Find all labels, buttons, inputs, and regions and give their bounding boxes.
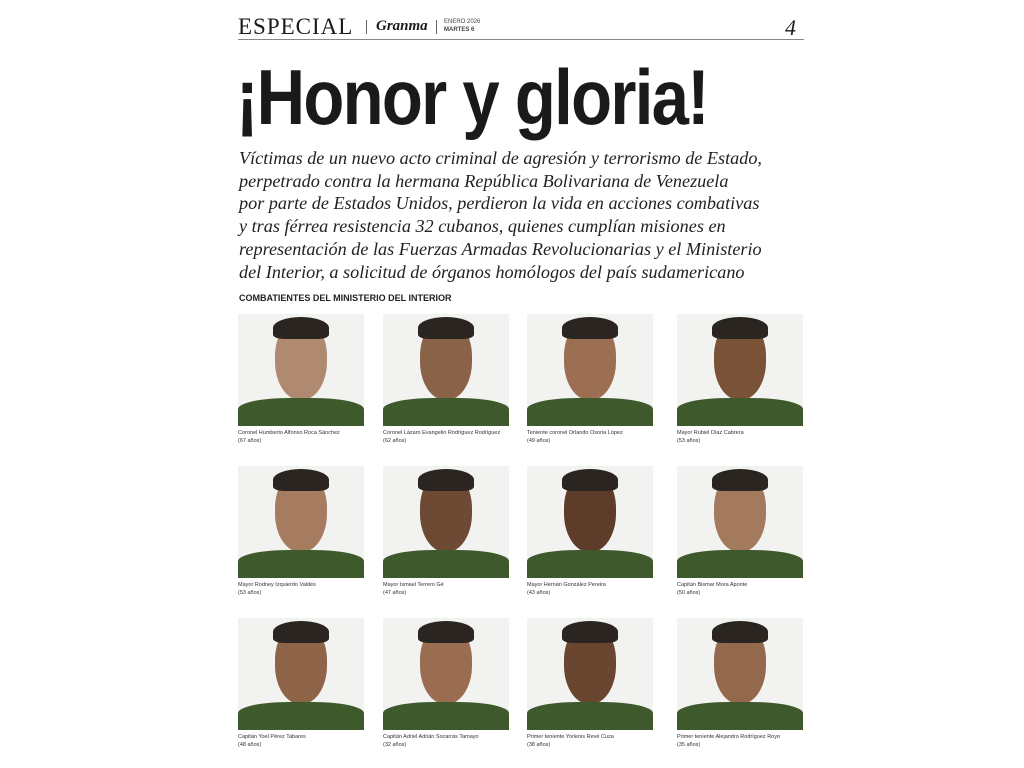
divider [366, 20, 367, 34]
combatant-card [677, 466, 803, 597]
combatant-age: (49 años) [527, 438, 551, 444]
combatant-card [238, 466, 364, 597]
lead-line: y tras férrea resistencia 32 cubanos, quienes cumplían misiones en [239, 216, 726, 237]
combatant-card [238, 618, 364, 749]
combatant-age: (47 años) [383, 590, 407, 596]
combatant-age: (53 años) [677, 438, 701, 444]
lead-line: del Interior, a solicitud de órganos homólogos del país sudamericano [239, 261, 745, 282]
lead-line: representación de las Fuerzas Armadas Revolucionarias y el Ministerio [239, 238, 762, 259]
combatant-age: (43 años) [527, 590, 551, 596]
combatant-card [677, 618, 803, 749]
lead-line: Víctimas de un nuevo acto criminal de agresión y terrorismo de Estado, [239, 148, 762, 168]
combatant-card [677, 314, 803, 445]
portrait-photo [527, 618, 653, 730]
portrait-photo [383, 618, 509, 730]
portrait-photo [677, 314, 803, 426]
combatant-name: Coronel Lázaro Evangelio Rodríguez Rodríguez [383, 430, 501, 436]
combatant-age: (62 años) [383, 438, 407, 444]
combatant-name: Mayor Rodney Izquierdo Valdés [238, 582, 316, 588]
combatant-name: Capitán Yoel Pérez Tabares [238, 734, 306, 740]
portrait-photo [383, 314, 509, 426]
combatant-age: (35 años) [677, 742, 701, 748]
lead-line: por parte de Estados Unidos, perdieron la vida en acciones combativas [239, 193, 760, 214]
portrait-photo [238, 314, 364, 426]
portrait-photo [527, 314, 653, 426]
lead-paragraph [239, 147, 819, 283]
issue-date [444, 18, 480, 34]
combatant-age: (38 años) [527, 742, 551, 748]
headline: ¡Honor y gloria! [236, 53, 708, 141]
newspaper-logo: Granma [376, 18, 428, 34]
combatant-age: (67 años) [238, 438, 262, 444]
combatant-name: Capitán Adriel Adrián Socarrás Tamayo [383, 734, 479, 740]
combatant-name: Mayor Ismael Terrero Gé [383, 582, 444, 588]
combatant-name: Capitán Bismar Mora Aponte [677, 582, 748, 588]
portrait-photo [238, 618, 364, 730]
portrait-photo [527, 466, 653, 578]
combatant-name: Mayor Rubiel Díaz Cabrera [677, 430, 744, 436]
page-header [238, 14, 804, 40]
combatant-card [383, 618, 509, 749]
portrait-photo [238, 466, 364, 578]
combatant-name: Primer teniente Yorlenis Revé Cuza [527, 734, 614, 740]
combatant-card [238, 314, 364, 445]
portrait-photo [677, 618, 803, 730]
section-label: COMBATIENTES DEL MINISTERIO DEL INTERIOR [239, 293, 452, 303]
portrait-photo [383, 466, 509, 578]
combatant-name: Coronel Humberto Alfonso Roca Sánchez [238, 430, 340, 436]
combatant-card [527, 314, 653, 445]
combatant-card [527, 618, 653, 749]
page-number: 4 [785, 15, 796, 40]
combatant-age: (50 años) [677, 590, 701, 596]
combatant-name: Teniente coronel Orlando Osoria López [527, 430, 623, 436]
lead-line: perpetrado contra la hermana República Bolivariana de Venezuela [239, 170, 729, 191]
combatant-name: Mayor Hernán González Pereira [527, 582, 606, 588]
combatant-card [527, 466, 653, 597]
combatant-card [383, 466, 509, 597]
date-day: MARTES 6 [444, 27, 475, 33]
combatant-age: (53 años) [238, 590, 262, 596]
combatant-age: (32 años) [383, 742, 407, 748]
combatant-name: Primer teniente Alejandro Rodríguez Royo [677, 734, 781, 740]
portrait-photo [677, 466, 803, 578]
divider [436, 20, 437, 34]
combatant-age: (48 años) [238, 742, 262, 748]
section-name: ESPECIAL [238, 14, 354, 39]
date-month: ENERO 2026 [444, 19, 481, 25]
combatant-card [383, 314, 509, 445]
